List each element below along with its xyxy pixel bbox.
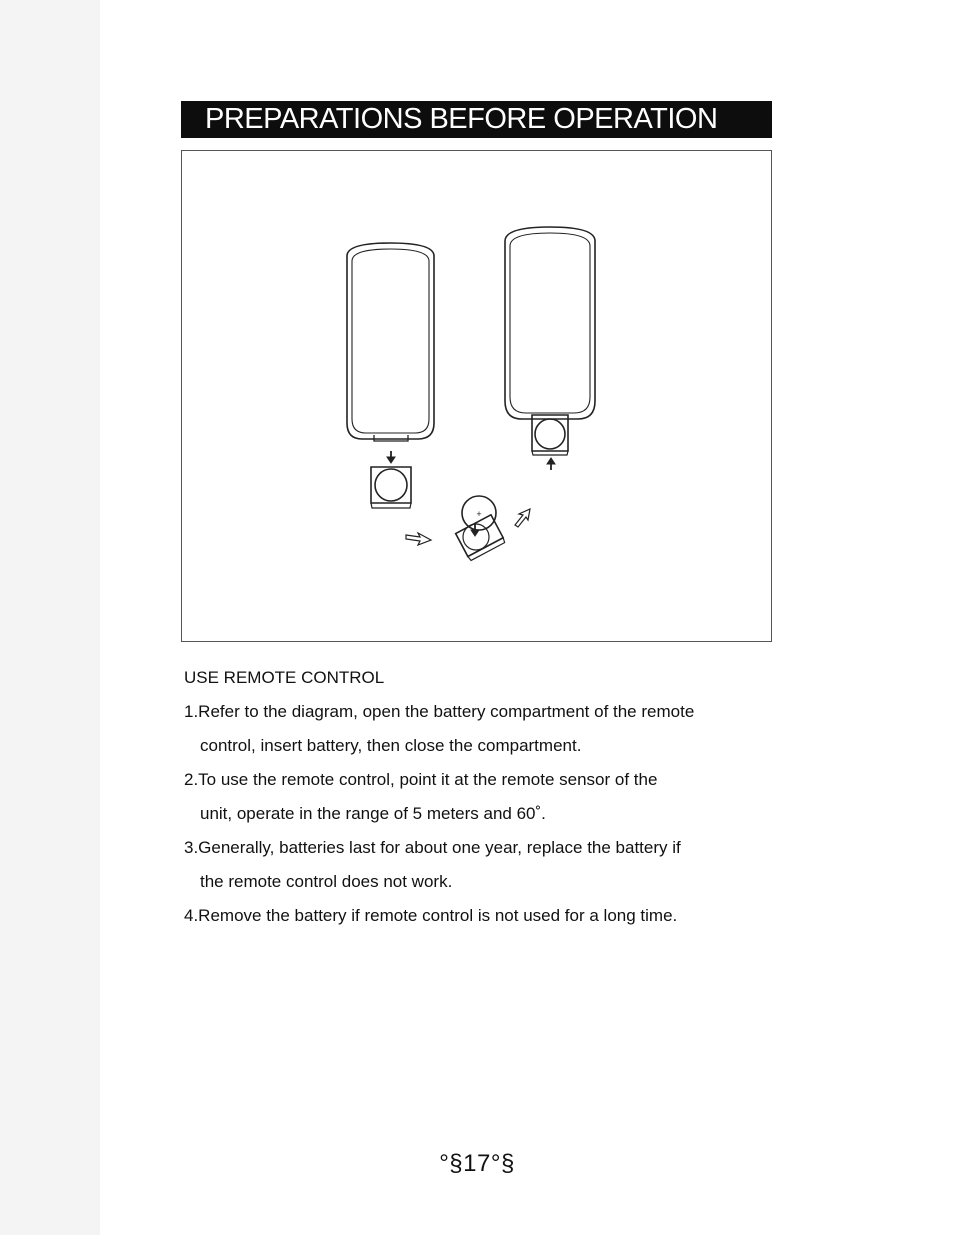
arrow-icon bbox=[387, 451, 395, 463]
step-4-line-1: 4.Remove the battery if remote control is not used for a long time. bbox=[184, 906, 678, 925]
diagram-drawing bbox=[182, 151, 773, 643]
arrow-icon bbox=[406, 533, 431, 545]
section-heading: USE REMOTE CONTROL bbox=[184, 668, 385, 687]
step-3-line-1: 3.Generally, batteries last for about one year, replace the battery if bbox=[184, 838, 681, 857]
page-title: PREPARATIONS BEFORE OPERATION bbox=[181, 101, 772, 138]
arrow-icon bbox=[547, 458, 555, 470]
step-2-line-1: 2.To use the remote control, point it at the remote sensor of the bbox=[184, 770, 658, 789]
step-1-line-1: 1.Refer to the diagram, open the battery compartment of the remote bbox=[184, 702, 695, 721]
battery-diagram bbox=[181, 150, 772, 642]
coin-battery-icon bbox=[375, 469, 407, 501]
coin-battery-icon bbox=[535, 419, 565, 449]
page-number: °§17°§ bbox=[439, 1150, 515, 1177]
step-1-line-2: control, insert battery, then close the compartment. bbox=[200, 736, 582, 755]
step-2-line-2: unit, operate in the range of 5 meters and 60˚. bbox=[200, 804, 546, 823]
battery-polarity-label: + bbox=[476, 509, 482, 519]
remote-control-icon bbox=[347, 243, 434, 441]
arrow-icon bbox=[515, 509, 530, 527]
instructions bbox=[184, 661, 784, 933]
step-3-line-2: the remote control does not work. bbox=[200, 872, 453, 891]
remote-control-icon bbox=[505, 227, 595, 419]
battery-tray-icon bbox=[532, 415, 568, 455]
battery-tray-icon bbox=[371, 467, 411, 508]
